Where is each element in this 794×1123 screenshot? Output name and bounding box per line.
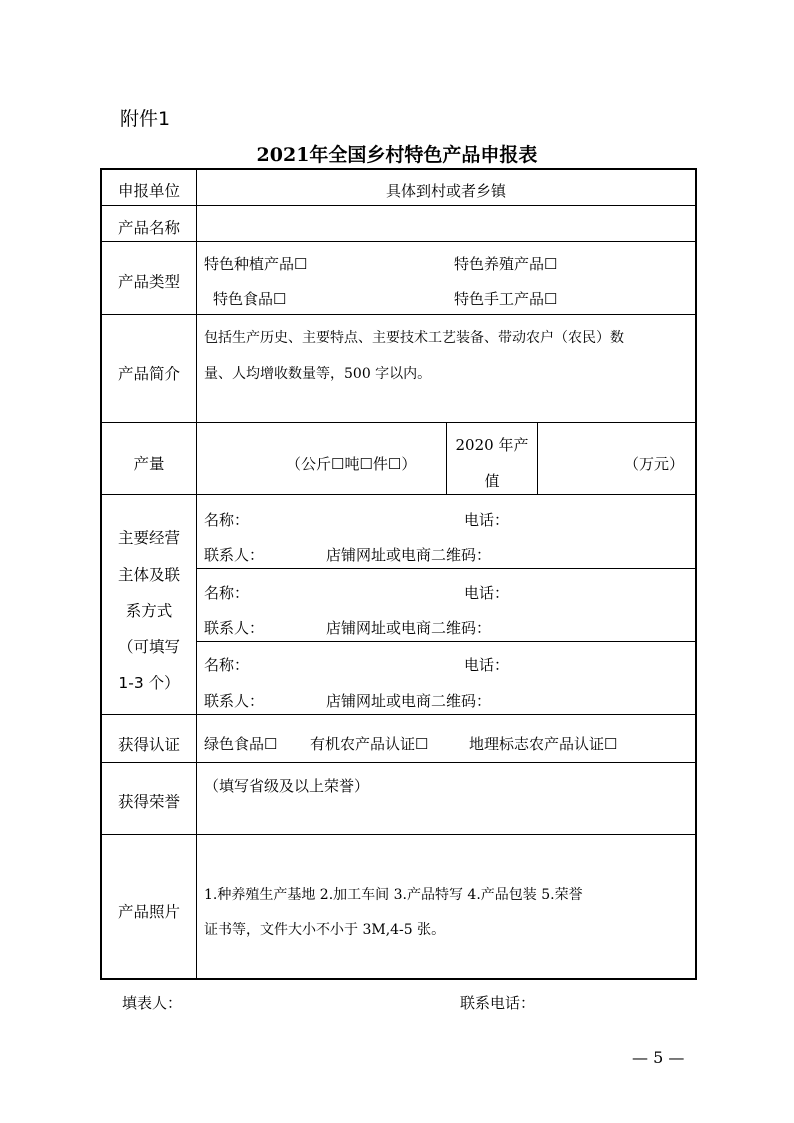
contact-phone-label: 联系电话： xyxy=(460,994,536,1012)
operator-contact-field[interactable]: 联系人： xyxy=(204,619,265,637)
honors-hint[interactable]: （填写省级及以上荣誉） xyxy=(204,777,370,795)
product-name-label: 产品名称 xyxy=(117,219,180,237)
applicant-unit-label: 申报单位 xyxy=(117,182,180,200)
photos-text[interactable]: 1.种养殖生产基地 2.加工车间 3.产品特写 4.产品包装 5.荣誉 xyxy=(204,887,583,903)
operator-name-field[interactable]: 名称： xyxy=(204,656,250,674)
row-divider xyxy=(100,834,697,835)
option-breeding[interactable]: 特色养殖产品☐ xyxy=(454,255,558,273)
option-green-food[interactable]: 绿色食品☐ xyxy=(204,735,278,753)
row-divider xyxy=(100,494,697,495)
operator-store-field[interactable]: 店铺网址或电商二维码： xyxy=(326,619,492,637)
row-divider xyxy=(100,314,697,315)
option-geographic[interactable]: 地理标志农产品认证☐ xyxy=(469,735,618,753)
operator-name-field[interactable]: 名称： xyxy=(204,511,250,529)
product-name-field[interactable] xyxy=(198,207,694,240)
operator-divider xyxy=(196,641,697,642)
product-type-label: 产品类型 xyxy=(117,273,180,291)
table-border-top xyxy=(100,168,697,170)
row-divider xyxy=(100,241,697,242)
honors-label: 获得荣誉 xyxy=(117,793,180,811)
row-divider xyxy=(100,714,697,715)
operator-store-field[interactable]: 店铺网址或电商二维码： xyxy=(326,546,492,564)
operator-store-field[interactable]: 店铺网址或电商二维码： xyxy=(326,692,492,710)
product-intro-text[interactable]: 量、人均增收数量等，500 字以内。 xyxy=(204,366,432,382)
output-value-unit[interactable]: （万元） xyxy=(624,455,685,473)
table-border-right xyxy=(695,168,697,980)
filler-label: 填表人： xyxy=(122,994,183,1012)
operators-label-line: 1-3 个） xyxy=(118,674,180,692)
certification-label: 获得认证 xyxy=(117,736,180,754)
output-label: 产量 xyxy=(133,455,165,473)
photos-text[interactable]: 证书等，文件大小不小于 3M,4-5 张。 xyxy=(204,922,446,938)
product-intro-text[interactable]: 包括生产历史、主要特点、主要技术工艺装备、带动农户（农民）数 xyxy=(204,330,624,346)
output-value-label: 2020 年产 xyxy=(455,436,529,454)
option-handicraft[interactable]: 特色手工产品☐ xyxy=(454,290,558,308)
operators-label-line: 主要经营 xyxy=(117,529,180,547)
table-border-bottom xyxy=(100,978,697,980)
row-divider xyxy=(100,205,697,206)
page-number: — 5 — xyxy=(632,1048,685,1067)
option-food[interactable]: 特色食品☐ xyxy=(213,290,287,308)
product-intro-label: 产品简介 xyxy=(117,365,180,383)
output-units[interactable]: （公斤☐吨☐件☐） xyxy=(286,455,417,473)
operators-label-line: 主体及联 xyxy=(117,566,180,584)
operator-divider xyxy=(196,568,697,569)
option-organic[interactable]: 有机农产品认证☐ xyxy=(310,735,429,753)
form-title: 2021年全国乡村特色产品申报表 xyxy=(256,144,538,166)
operator-phone-field[interactable]: 电话： xyxy=(464,511,510,529)
operator-contact-field[interactable]: 联系人： xyxy=(204,692,265,710)
operators-label-line: 系方式 xyxy=(125,602,173,620)
operator-phone-field[interactable]: 电话： xyxy=(464,656,510,674)
output-divider xyxy=(537,422,538,495)
photos-label: 产品照片 xyxy=(117,903,180,921)
row-divider xyxy=(100,762,697,763)
output-value-label: 值 xyxy=(484,472,500,490)
operator-contact-field[interactable]: 联系人： xyxy=(204,546,265,564)
attachment-label: 附件1 xyxy=(120,108,171,130)
operator-name-field[interactable]: 名称： xyxy=(204,584,250,602)
operators-label-line: （可填写 xyxy=(117,638,180,656)
option-planting[interactable]: 特色种植产品☐ xyxy=(204,255,308,273)
applicant-unit-value[interactable]: 具体到村或者乡镇 xyxy=(385,182,506,200)
row-divider xyxy=(100,422,697,423)
operator-phone-field[interactable]: 电话： xyxy=(464,584,510,602)
